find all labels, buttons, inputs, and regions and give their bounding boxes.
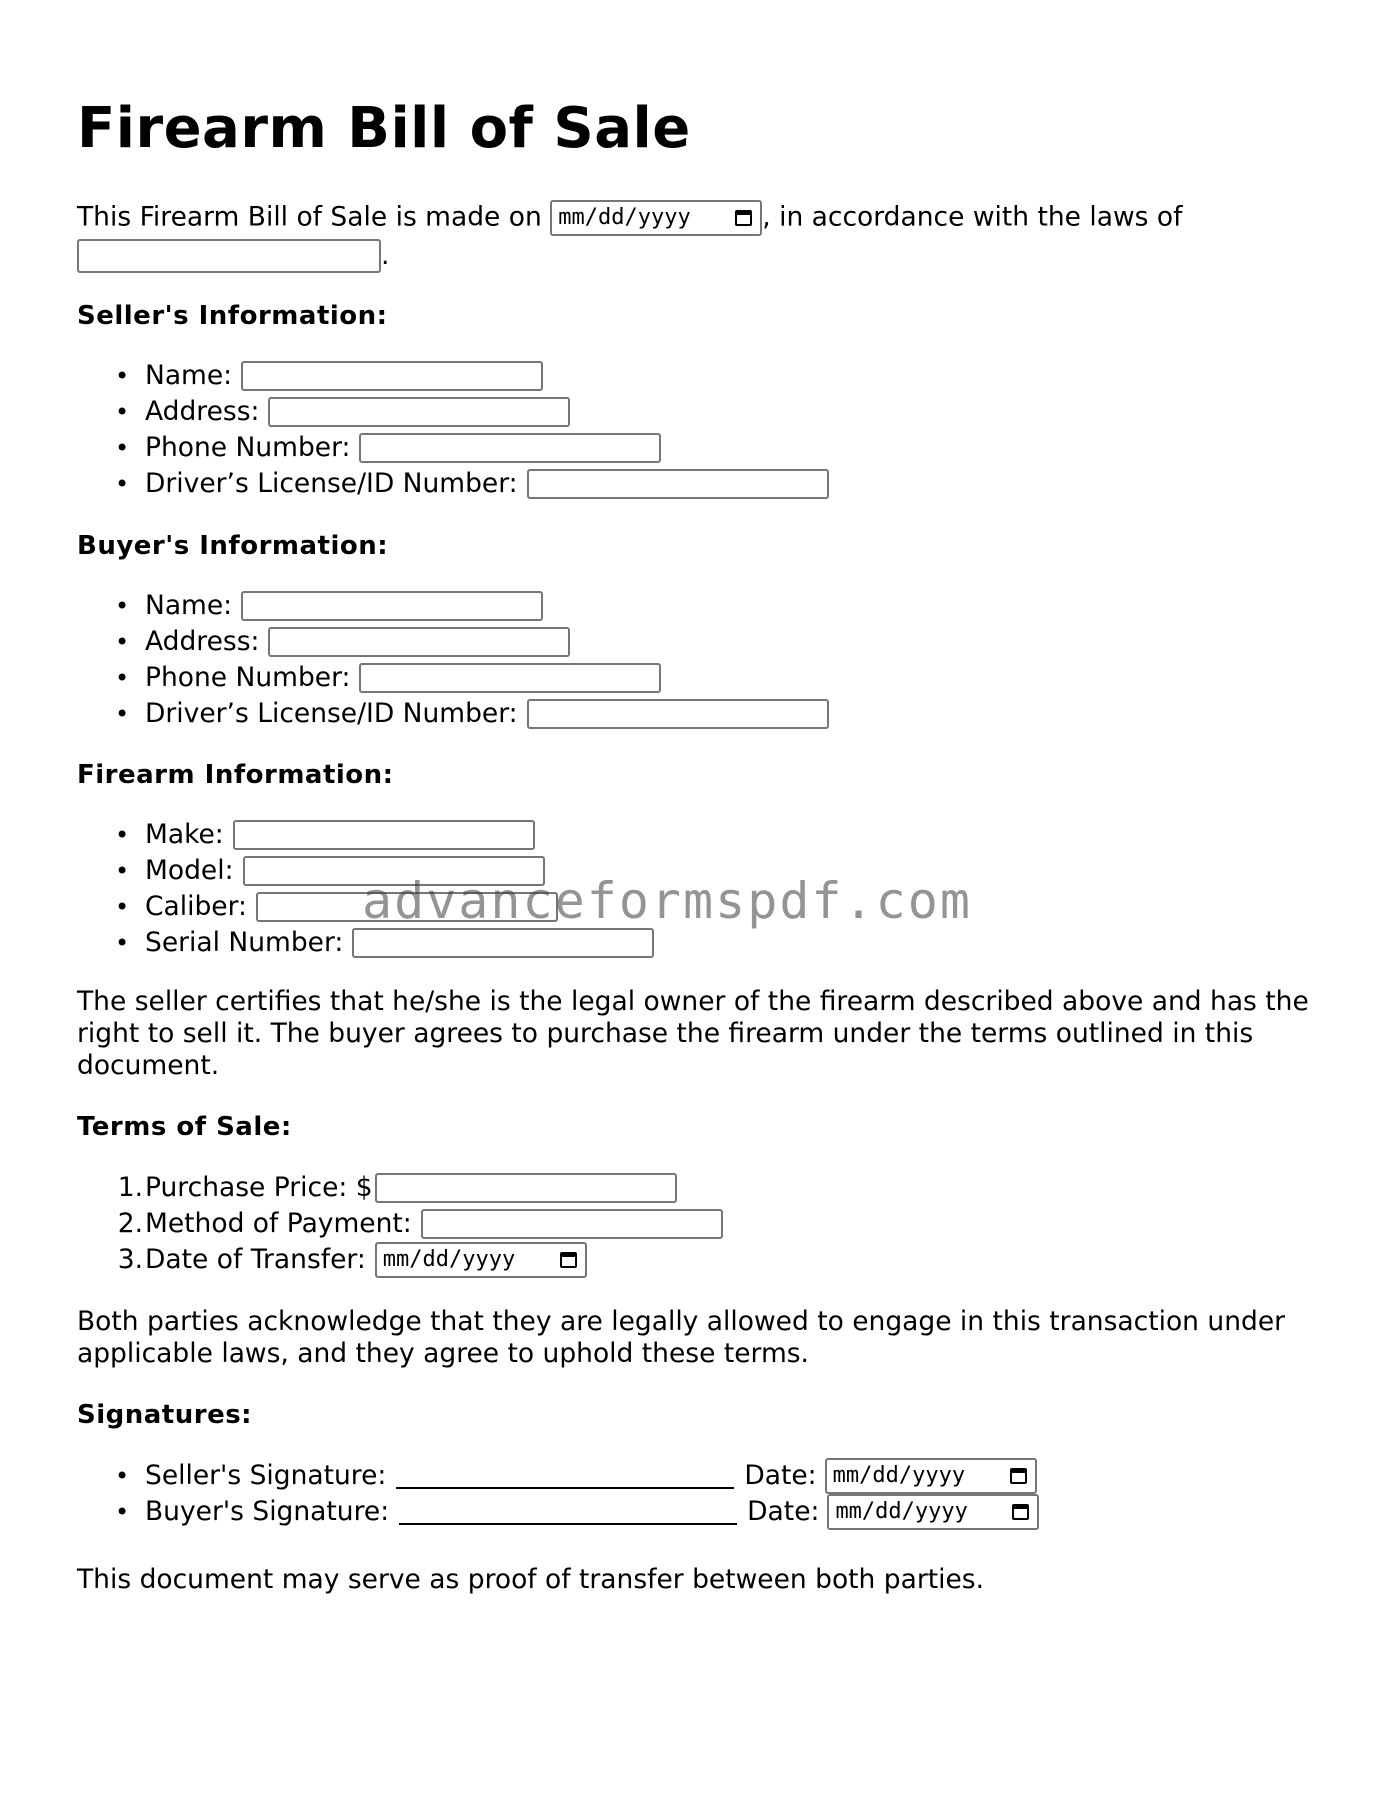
seller-name-input[interactable]	[241, 361, 543, 391]
intro-paragraph	[77, 200, 1327, 274]
list-item	[77, 466, 829, 502]
list-item	[77, 853, 654, 889]
make-input[interactable]	[233, 820, 535, 850]
list-item	[77, 889, 654, 925]
date-label: Date:	[747, 1496, 820, 1527]
buyer-heading: Buyer's Information:	[77, 531, 389, 561]
watermark: advanceformspdf.com	[362, 872, 972, 930]
model-input[interactable]	[243, 856, 545, 886]
field-label: Date of Transfer:	[145, 1244, 366, 1275]
field-label: • Caliber:	[145, 891, 247, 922]
date-placeholder: mm/dd/yyyy	[835, 1499, 968, 1524]
firearm-list	[77, 817, 654, 961]
buyer-phone-input[interactable]	[359, 663, 661, 693]
field-label: • Name:	[145, 590, 233, 621]
serial-number-input[interactable]	[352, 928, 654, 958]
field-label: • Name:	[145, 360, 233, 391]
field-label: • Make:	[145, 819, 224, 850]
buyer-list	[77, 588, 829, 732]
buyer-signature-line[interactable]	[399, 1499, 737, 1525]
seller-signature-line[interactable]	[396, 1463, 734, 1489]
calendar-icon	[1010, 1468, 1027, 1484]
intro-text-laws: , in accordance with the laws of	[762, 201, 1183, 233]
seller-signature-label: • Seller's Signature:	[145, 1460, 387, 1491]
buyer-signature-date-input[interactable]	[827, 1494, 1039, 1530]
date-placeholder: mm/dd/yyyy	[558, 205, 691, 230]
field-label: • Phone Number:	[145, 662, 351, 693]
list-item	[77, 624, 829, 660]
list-item	[77, 1242, 723, 1278]
calendar-icon	[560, 1252, 577, 1268]
field-label: Purchase Price: $	[145, 1172, 373, 1203]
list-item	[77, 1458, 1039, 1494]
list-item	[77, 358, 829, 394]
field-label: • Driver’s License/ID Number:	[145, 698, 518, 729]
field-label: • Model:	[145, 855, 234, 886]
signatures-heading: Signatures:	[77, 1400, 253, 1430]
date-placeholder: mm/dd/yyyy	[832, 1463, 966, 1488]
page-title: Firearm Bill of Sale	[77, 96, 691, 161]
list-item	[77, 588, 829, 624]
field-label: Method of Payment:	[145, 1208, 412, 1239]
field-label: • Phone Number:	[145, 432, 351, 463]
list-number: 2.	[117, 1208, 143, 1239]
intro-period: .	[381, 240, 390, 271]
seller-id-input[interactable]	[527, 469, 829, 499]
payment-method-input[interactable]	[421, 1209, 723, 1239]
terms-heading: Terms of Sale:	[77, 1112, 292, 1142]
list-item	[77, 1494, 1039, 1530]
field-label: • Driver’s License/ID Number:	[145, 468, 518, 499]
field-label: • Address:	[145, 396, 260, 427]
purchase-price-input[interactable]	[375, 1173, 677, 1203]
certification-paragraph: The seller certifies that he/she is the legal owner of the firearm described above and has the right to sell it. The buyer agrees to purchase the firearm under the terms outlined in this document.	[77, 986, 1309, 1081]
list-item	[77, 430, 829, 466]
list-item	[77, 660, 829, 696]
list-item	[77, 1206, 723, 1242]
seller-phone-input[interactable]	[359, 433, 661, 463]
seller-address-input[interactable]	[268, 397, 570, 427]
sale-date-input[interactable]	[550, 200, 762, 236]
list-item	[77, 394, 829, 430]
date-placeholder: mm/dd/yyyy	[382, 1247, 516, 1272]
calendar-icon	[735, 210, 752, 226]
list-item	[77, 925, 654, 961]
list-item	[77, 817, 654, 853]
seller-signature-date-input[interactable]	[825, 1458, 1037, 1494]
signatures-list	[77, 1458, 1039, 1530]
seller-list	[77, 358, 829, 502]
closing-paragraph: This document may serve as proof of transfer between both parties.	[77, 1564, 985, 1595]
buyer-address-input[interactable]	[268, 627, 570, 657]
firearm-heading: Firearm Information:	[77, 760, 394, 790]
transfer-date-input[interactable]	[375, 1242, 587, 1278]
terms-list	[77, 1170, 723, 1278]
buyer-signature-label: • Buyer's Signature:	[145, 1496, 390, 1527]
list-number: 3.	[117, 1244, 143, 1275]
buyer-name-input[interactable]	[241, 591, 543, 621]
list-number: 1.	[117, 1172, 143, 1203]
list-item	[77, 696, 829, 732]
field-label: • Address:	[145, 626, 260, 657]
list-item	[77, 1170, 723, 1206]
acknowledgment-paragraph: Both parties acknowledge that they are legally allowed to engage in this transaction under applicable laws, and they agree to uphold these terms.	[77, 1306, 1286, 1369]
caliber-input[interactable]	[256, 892, 558, 922]
field-label: • Serial Number:	[145, 927, 344, 958]
calendar-icon	[1012, 1504, 1029, 1520]
intro-text: This Firearm Bill of Sale is made on	[77, 201, 542, 233]
buyer-id-input[interactable]	[527, 699, 829, 729]
date-label: Date:	[744, 1460, 817, 1491]
state-input[interactable]	[77, 239, 381, 273]
seller-heading: Seller's Information:	[77, 301, 388, 331]
